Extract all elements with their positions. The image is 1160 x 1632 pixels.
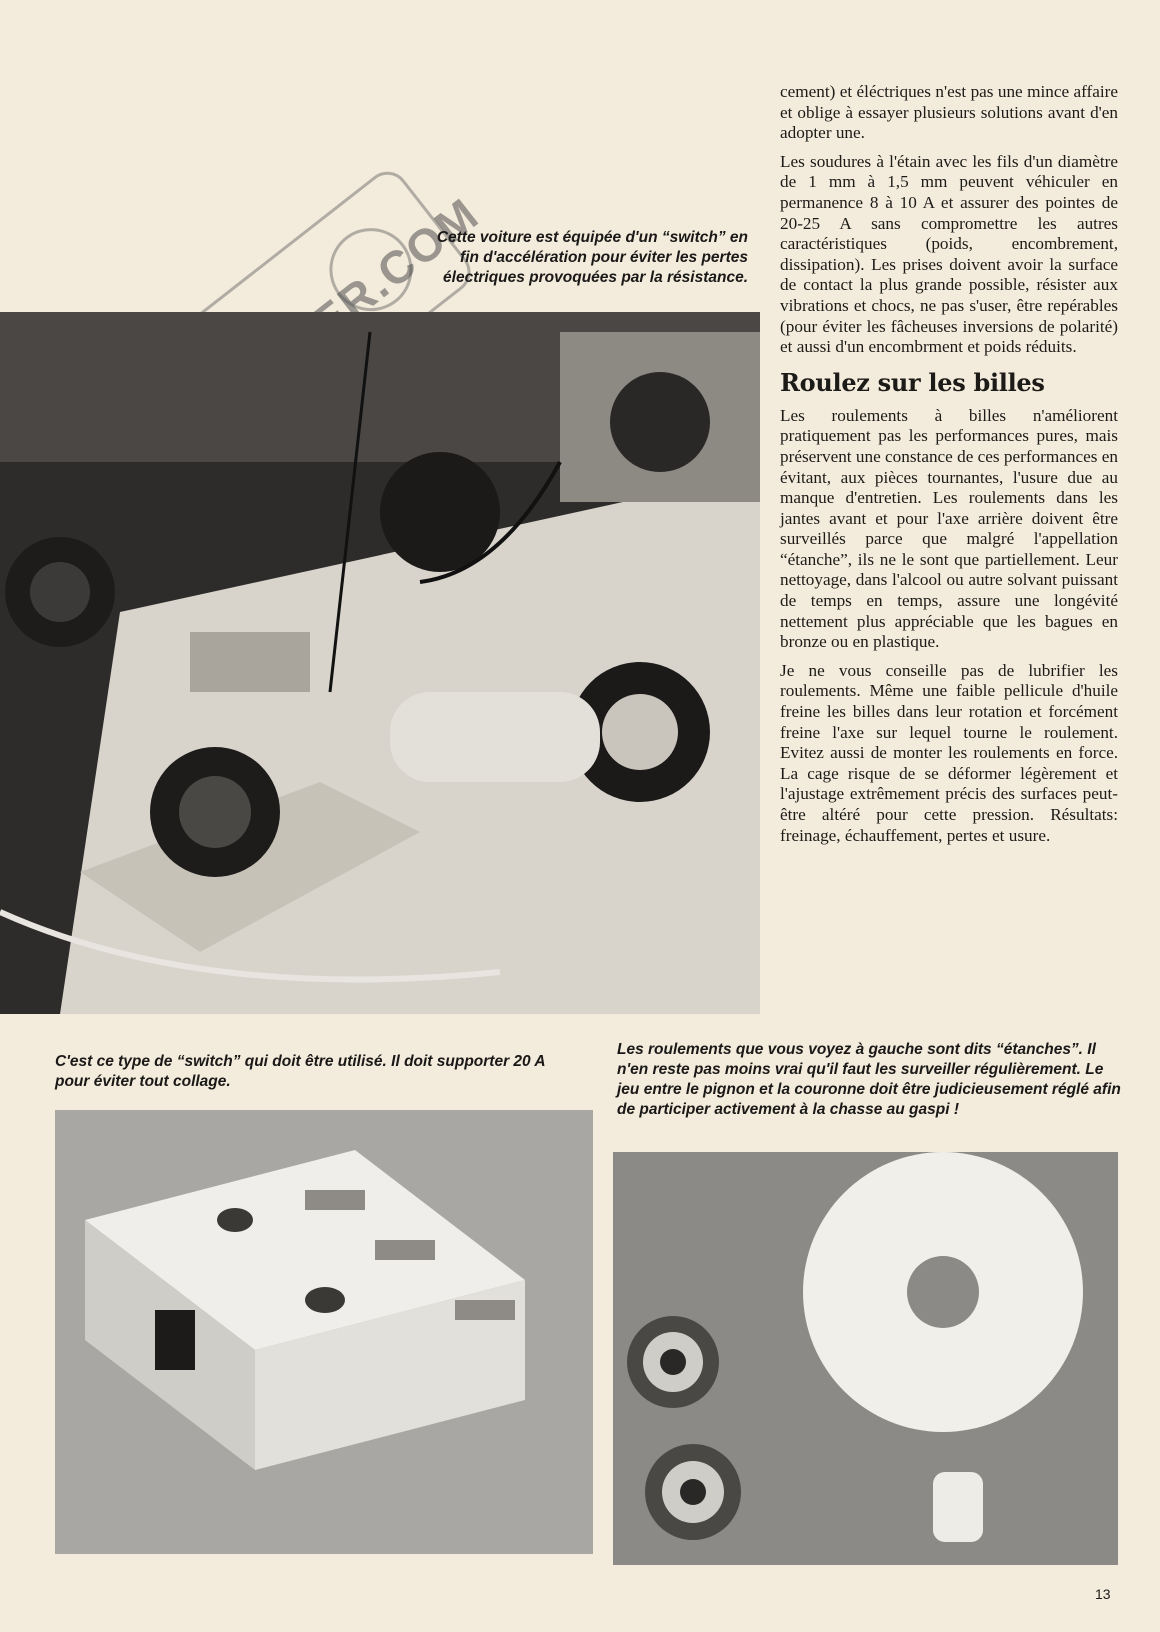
bearings-gear-image	[613, 1152, 1118, 1565]
paragraph-2: Les soudures à l'étain avec les fils d'un diamètre de 1 mm à 1,5 mm peuvent véhiculer en permanence 8 à 10 A et assurer des pointes de 20-25 A sans compromettre les autres caractéristiques (poids, encombrement, dissipation). Les prises doivent avoir la surface de contact la plus grande possible, résister aux vibrations et chocs, ne pas s'user, être repérables (pour éviter les fâcheuses inversions de polarité) et aussi d'un encombrment et poids réduits.	[780, 151, 1118, 357]
rc-car-photo	[0, 312, 760, 1014]
page-number: 13	[1095, 1586, 1111, 1602]
switch-caption: C'est ce type de “switch” qui doit être utilisé. Il doit supporter 20 A pour éviter tout collage.	[55, 1053, 546, 1090]
paragraph-1: cement) et éléctriques n'est pas une mince affaire et oblige à essayer plusieurs solutions avant d'en adopter une.	[780, 82, 1118, 143]
switch-image	[55, 1110, 593, 1554]
section-heading: Roulez sur les billes	[780, 367, 1045, 397]
bearings-gear-photo	[613, 1152, 1118, 1565]
bearings-caption: Les roulements que vous voyez à gauche sont dits “étanches”. Il n'en reste pas moins vrai qu'il faut les surveiller régulièrement. Le jeu entre le pignon et la couronne doit être judicieusement réglé afin de participer activement à la chasse au gaspi !	[617, 1041, 1121, 1118]
article-column	[780, 82, 1118, 854]
top-photo-caption: Cette voiture est équipée d'un “switch” en fin d'accélération pour éviter les pertes électriques provoquées par la résistance.	[436, 229, 748, 286]
paragraph-4: Je ne vous conseille pas de lubrifier les roulements. Même une faible pellicule d'huile freine les billes dans leur rotation et forcément freine l'axe sur lequel tourne le roulement. Evitez aussi de monter les roulements en force. La cage risque de se déformer légèrement et l'ajustage extrêmement précis des surfaces peut-être altéré pour cette pression. Résultats: freinage, échauffement, pertes et usure.	[780, 660, 1118, 845]
paragraph-3: Les roulements à billes n'améliorent pratiquement pas les performances pures, mais préservent une constance de ces performances en évitant, aux pièces tournantes, l'usure due au manque d'entretien. Les roulements dans les jantes avant et pour l'axe arrière doivent être surveillés parce que malgré l'appellation “étanche”, ils ne le sont que partiellement. Leur nettoyage, dans l'alcool ou autre solvant puissant de temps en temps, assure une longévité nettement plus appréciable que les bagues en bronze ou en plastique.	[780, 405, 1118, 652]
rc-car-image	[0, 312, 760, 1014]
switch-photo	[55, 1110, 593, 1554]
